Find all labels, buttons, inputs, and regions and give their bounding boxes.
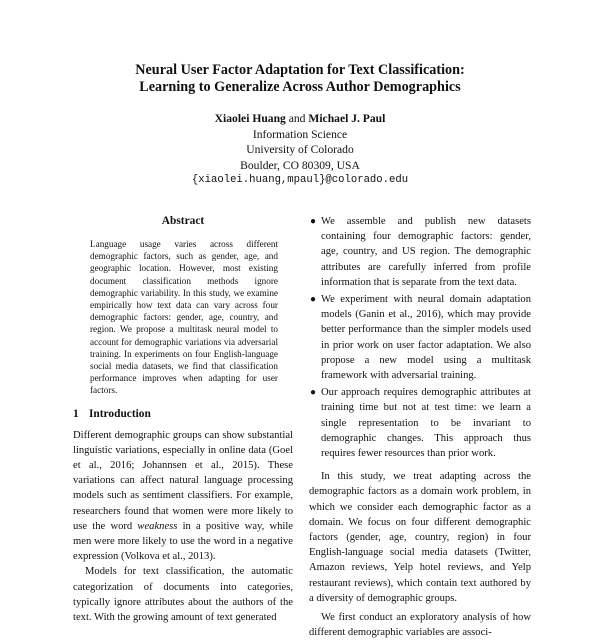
list-item <box>309 214 531 290</box>
paper-title <box>40 62 560 96</box>
right-paragraph-2: We first conduct an exploratory analysis of how different demographic variables are associ- <box>309 612 531 639</box>
right-column <box>309 214 531 640</box>
left-column <box>73 214 293 625</box>
bullet-text: We experiment with neural domain adaptation models (Ganin et al., 2016), which may provide better performance than the simpler models used in prior work on user factor adaptation. We also propose a new model using a multitask framework with adversarial training. <box>321 294 531 382</box>
intro-para1-emphasis: weakness <box>137 520 178 532</box>
bullet-text: Our approach requires demographic attributes at training time but not at test time: we learn a single representation to be invariant to demographic changes. This approach thus requires fewer resources than prior work. <box>321 387 531 460</box>
author-names <box>40 111 560 127</box>
contribution-list <box>309 214 531 461</box>
list-item <box>309 292 531 383</box>
bullet-dot-icon: ● <box>310 216 317 227</box>
section-heading-introduction <box>73 407 293 421</box>
bullet-text: We assemble and publish new datasets containing four demographic factors: gender, age, country, and US region. The demographic attributes are carefully inferred from profile information that is separate from the text data. <box>321 216 531 288</box>
author-conjunction: and <box>288 112 306 125</box>
right-paragraph-1: In this study, we treat adapting across the demographic factors as a domain work problem, in which we consider each demographic factor as a domain. We focus on four different demographic factors (gender, age, country, region) in four English-language social media datasets (Twitter, Amazon reviews, Yelp hotel reviews, and Yelp restaurant reviews), which contain text authored by a diversity of demographic groups. <box>309 471 531 604</box>
section-number: 1 <box>73 407 79 420</box>
author-email: {xiaolei.huang,mpaul}@colorado.edu <box>191 174 409 187</box>
affiliation-univ: University of Colorado <box>246 143 354 157</box>
author-1: Xiaolei Huang <box>214 112 286 125</box>
title-line-1: Neural User Factor Adaptation for Text Classification: <box>135 62 465 78</box>
intro-para1-part-b: in a positive way, while men were more likely to use the word in a negative expression (Volkova et al., 2013). <box>73 520 294 563</box>
intro-para1-part-a: Different demographic groups can show substantial linguistic variations, especially in online data (Goel et al., 2016; Johannsen et al., 2015). These variations can affect natural language processing models such as sentiment classifiers. For example, researchers found that women were more likely to use the word <box>73 429 293 532</box>
section-title: Introduction <box>89 407 151 420</box>
intro-paragraph-1 <box>73 428 293 565</box>
title-line-2: Learning to Generalize Across Author Demographics <box>139 79 461 95</box>
list-item <box>309 385 531 461</box>
bullet-dot-icon: ● <box>310 294 317 306</box>
author-2: Michael J. Paul <box>308 112 386 125</box>
affiliation-dept: Information Science <box>252 127 348 141</box>
abstract-heading: Abstract <box>161 215 205 227</box>
abstract-text: Language usage varies across different demographic factors, such as gender, age, and geographic location. However, most existing document classification methods ignore demographic variability. In this study, we examine empirically how text data can vary across four demographic factors: gender, age, country, and region. We propose a multitask neural model to account for demographic variations via adversarial training. In experiments on four English-language social media datasets, we find that classification performance improves when adapting for user factors. <box>90 239 278 396</box>
intro-paragraph-2: Models for text classification, the automatic categorization of documents into categories, typically ignore attributes about the authors of the text. With the growing amount of text generated <box>73 566 293 624</box>
bullet-dot-icon: ● <box>310 387 317 399</box>
affiliation-address: Boulder, CO 80309, USA <box>240 158 360 172</box>
author-block <box>40 111 560 189</box>
